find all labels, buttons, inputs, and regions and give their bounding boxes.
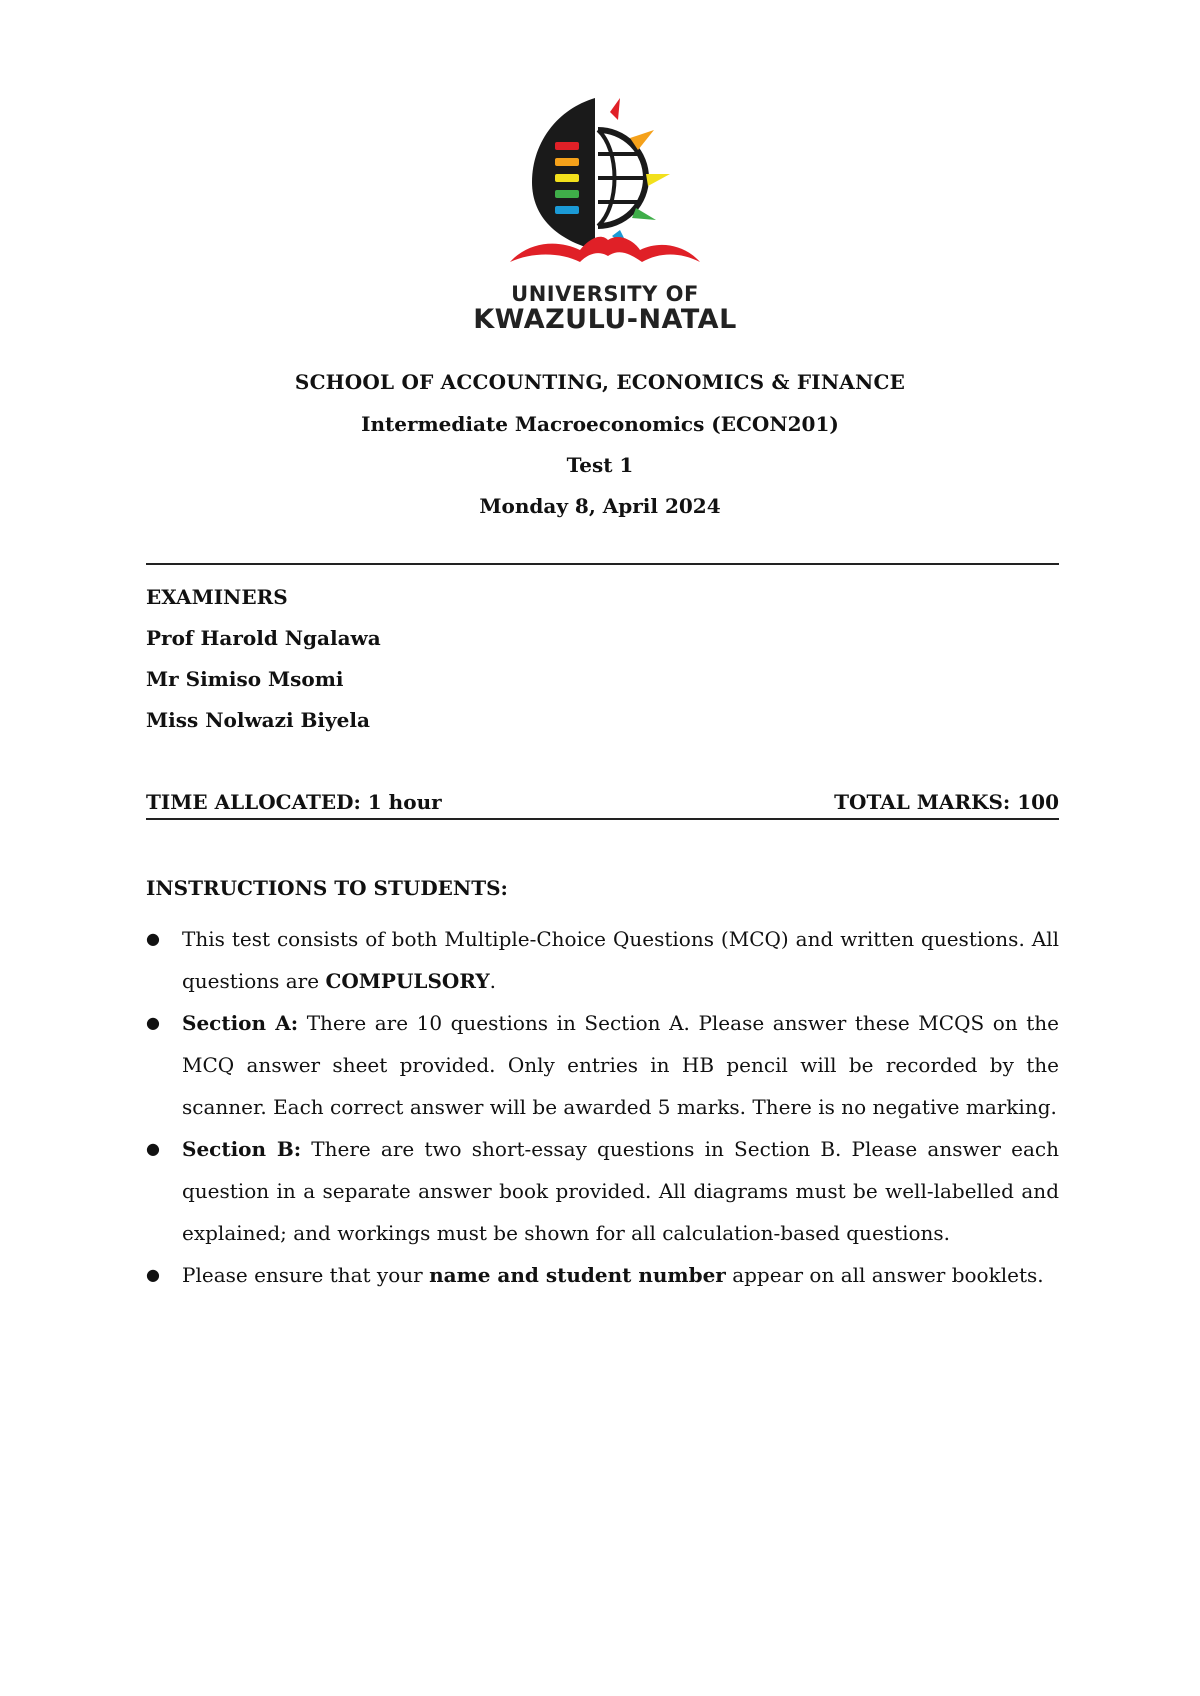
time-allocated: TIME ALLOCATED: 1 hour bbox=[146, 790, 442, 814]
examiner-name: Miss Nolwazi Biyela bbox=[146, 708, 370, 732]
examiners-section bbox=[146, 580, 381, 744]
logo-text-kwazulu-natal: KWAZULU-NATAL bbox=[473, 304, 737, 335]
instructions-list bbox=[146, 918, 1059, 1296]
time-marks-row bbox=[146, 790, 1059, 814]
examiner-name: Prof Harold Ngalawa bbox=[146, 626, 381, 650]
list-item: ● This test consists of both Multiple-Choice Questions (MCQ) and written questions. All questions are COMPULSORY. bbox=[146, 918, 1059, 1002]
bullet-icon: ● bbox=[146, 1139, 160, 1158]
divider-top bbox=[146, 563, 1059, 565]
examiner-name: Mr Simiso Msomi bbox=[146, 667, 344, 691]
examiners-title: EXAMINERS bbox=[146, 585, 288, 609]
school-name: SCHOOL OF ACCOUNTING, ECONOMICS & FINANCE bbox=[294, 370, 906, 394]
course-title: Intermediate Macroeconomics (ECON201) bbox=[361, 412, 839, 436]
divider-bottom bbox=[146, 818, 1059, 820]
list-item: ● Section B: There are two short-essay questions in Section B. Please answer each question in a separate answer book provided. All diagrams must be well-labelled and explained; and workings must be shown for all calculation-based questions. bbox=[146, 1128, 1059, 1254]
bullet-icon: ● bbox=[146, 1013, 160, 1032]
ukzn-emblem-icon bbox=[470, 90, 740, 280]
bullet-icon: ● bbox=[146, 1265, 160, 1284]
list-item: ● Section A: There are 10 questions in Section A. Please answer these MCQS on the MCQ answer sheet provided. Only entries in HB pencil will be recorded by the scanner. Each correct answer will be awarded 5 marks. There is no negative marking. bbox=[146, 1002, 1059, 1128]
logo-text-university-of: UNIVERSITY OF bbox=[511, 282, 699, 306]
instructions-title: INSTRUCTIONS TO STUDENTS: bbox=[146, 876, 508, 900]
test-date: Monday 8, April 2024 bbox=[479, 494, 721, 518]
total-marks: TOTAL MARKS: 100 bbox=[834, 790, 1059, 814]
list-item: ● Please ensure that your name and student number appear on all answer booklets. bbox=[146, 1254, 1059, 1296]
bullet-icon: ● bbox=[146, 929, 160, 948]
test-title: Test 1 bbox=[566, 453, 634, 477]
